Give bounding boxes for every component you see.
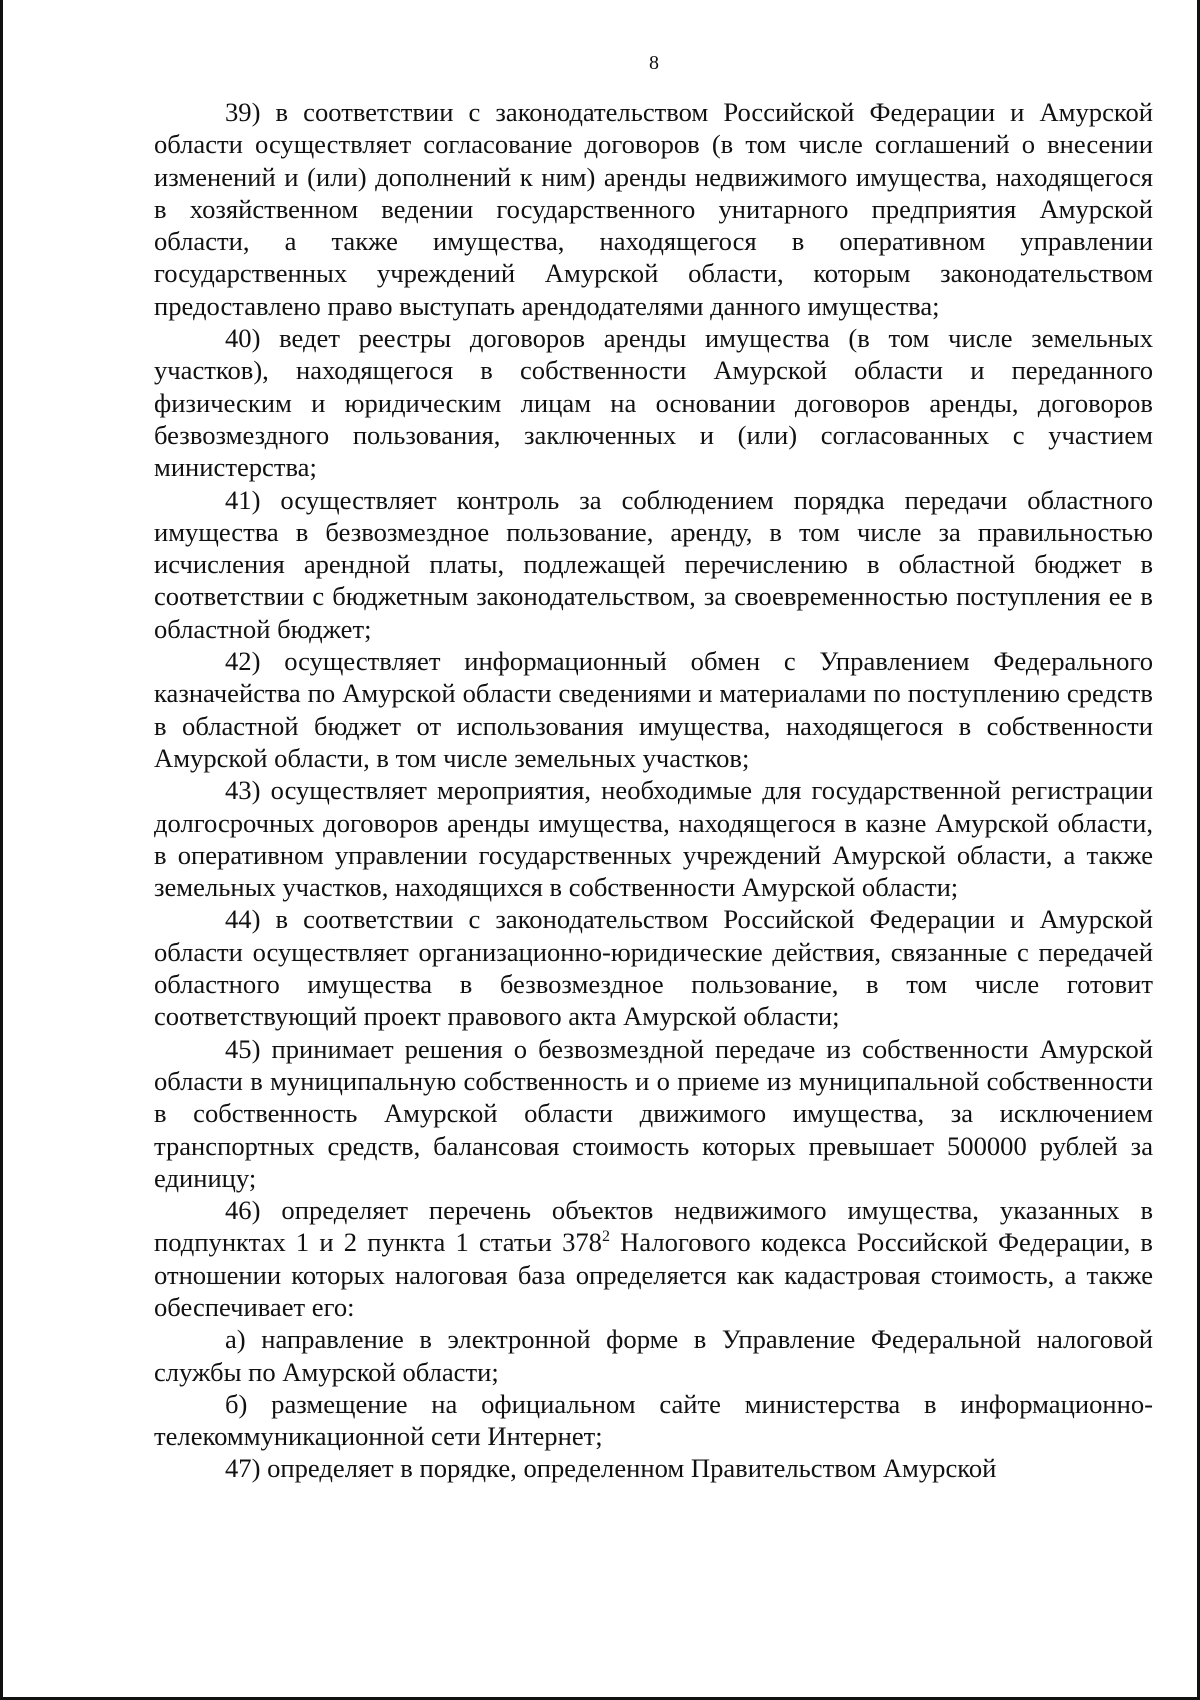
article-superscript: 2	[601, 1228, 610, 1246]
paragraph-item-47: 47) определяет в порядке, определенном Правительством Амурской	[225, 1453, 997, 1484]
paragraph-item-42: 42) осуществляет информационный обмен с Управлением Федерального казначейства по Амурской области сведениями и материалами по поступлению средств в областной бюджет от использования имущества, находящегося в собственности Амурской области, в том числе земельных участков;	[154, 646, 1153, 773]
scan-border-left	[0, 0, 3, 1700]
paragraph-item-46	[154, 1194, 1153, 1323]
document-body	[154, 96, 1153, 1485]
paragraph-item-41: 41) осуществляет контроль за соблюдением порядка передачи областного имущества в безвозмездное пользование, аренду, в том числе за правильностью исчисления арендной платы, подлежащей перечислению в областной бюджет в соответствии с бюджетным законодательством, за своевременностью поступления ее в областной бюджет;	[154, 484, 1153, 644]
paragraph-item-46-text: 46) определяет перечень объектов недвижимого имущества, указанных в подпунктах 1 и 2 пункта 1 статьи 378	[154, 1195, 1153, 1258]
paragraph-item-40: 40) ведет реестры договоров аренды имущества (в том числе земельных участков), находящегося в собственности Амурской области и переданного физическим и юридическим лицам на основании договоров аренды, договоров безвозмездного пользования, заключенных и (или) согласованных с участием министерства;	[154, 323, 1153, 483]
subparagraph-b: б) размещение на официальном сайте министерства в информационно-телекоммуникационной сети Интернет;	[154, 1388, 1153, 1452]
paragraph-item-43: 43) осуществляет мероприятия, необходимые для государственной регистрации долгосрочных договоров аренды имущества, находящегося в казне Амурской области, в оперативном управлении государственных учреждений Амурской области, а также земельных участков, находящихся в собственности Амурской области;	[154, 775, 1153, 903]
subparagraph-a: а) направление в электронной форме в Управление Федеральной налоговой службы по Амурской области;	[154, 1324, 1153, 1387]
page-number: 8	[649, 52, 659, 74]
paragraph-item-46-continuation: Налогового кодекса Российской Федерации, в отношении которых налоговая база определяется как кадастровая стоимость, а также обеспечивает его:	[154, 1227, 1153, 1322]
paragraph-item-39: 39) в соответствии с законодательством Российской Федерации и Амурской области осуществляет согласование договоров (в том числе соглашений о внесении изменений и (или) дополнений к ним) аренды недвижимого имущества, находящегося в хозяйственном ведении государственного унитарного предприятия Амурской области, а также имущества, находящегося в оперативном управлении государственных учреждений Амурской области, которым законодательством предоставлено право выступать арендодателями данного имущества;	[154, 97, 1153, 321]
paragraph-item-44: 44) в соответствии с законодательством Российской Федерации и Амурской области осуществляет организационно-юридические действия, связанные с передачей областного имущества в безвозмездное пользование, в том числе готовит соответствующий проект правового акта Амурской области;	[154, 904, 1153, 1032]
paragraph-item-45: 45) принимает решения о безвозмездной передаче из собственности Амурской области в муниципальную собственность и о приеме из муниципальной собственности в собственность Амурской области движимого имущества, за исключением транспортных средств, балансовая стоимость которых превышает 500000 рублей за единицу;	[154, 1033, 1153, 1193]
